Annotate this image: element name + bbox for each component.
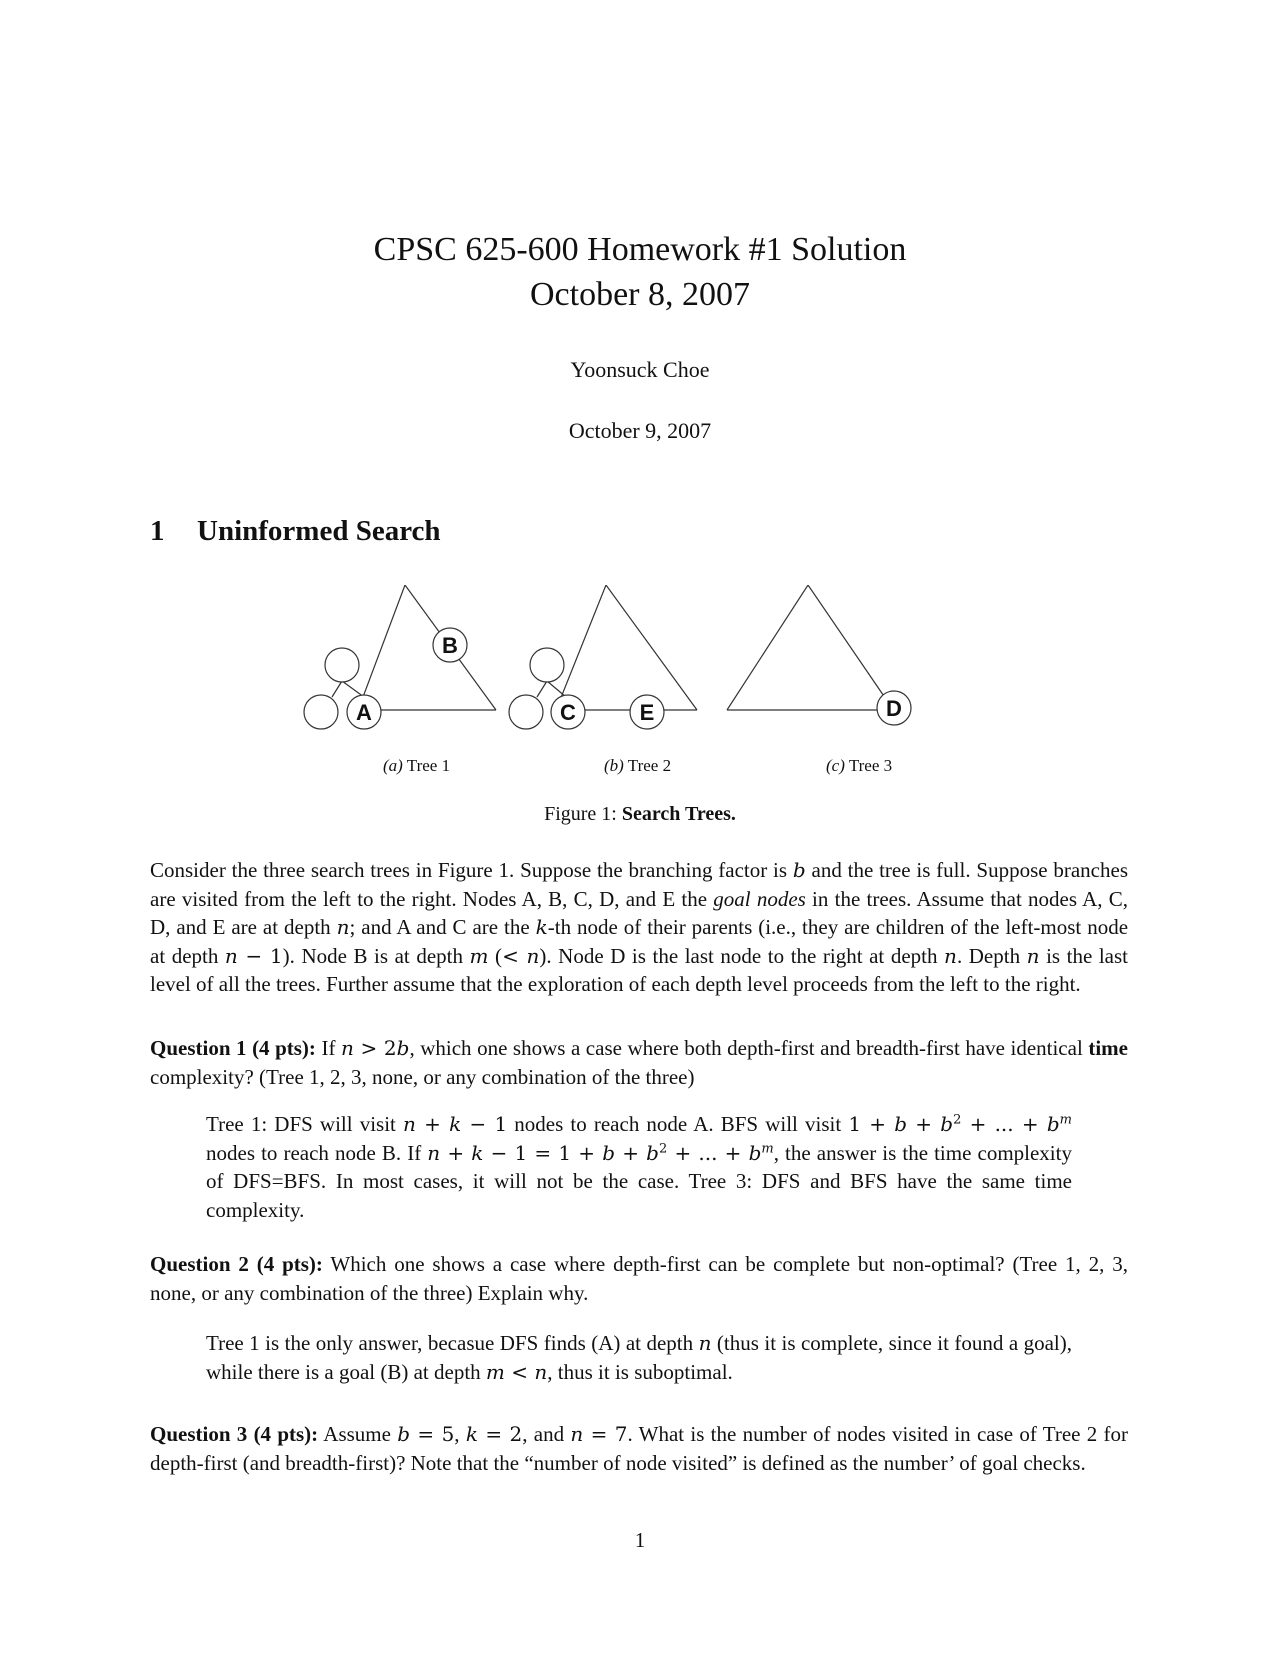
question-label: Question 3 (4 pts): (150, 1422, 319, 1446)
tree2-parent-node (530, 648, 564, 682)
tree2-sibling-node (509, 695, 543, 729)
search-trees-figure (300, 585, 950, 815)
page-number: 1 (634, 1528, 646, 1552)
subcaption-label: Tree 1 (406, 756, 451, 775)
document-title-date: October 8, 2007 (529, 276, 750, 313)
subcaption-a (383, 756, 450, 776)
tree1-outline (360, 585, 496, 710)
node-c-label: C (560, 700, 576, 725)
subcaption-b (604, 756, 671, 776)
question-2: Question 2 (4 pts): Which one shows a case where depth-first can be complete but non-optimal? (Tree 1, 2, 3, none, or any combination of the three) Explain why. (150, 1252, 1128, 1305)
subcaption-tag: (c) (826, 756, 845, 775)
question-label: Question 2 (4 pts): (150, 1252, 323, 1276)
tree2-edge (537, 681, 547, 697)
section-title: Uninformed Search (197, 515, 441, 547)
subcaption-tag: (a) (383, 756, 403, 775)
figure-caption (0, 803, 1280, 826)
node-b-label: B (442, 633, 458, 658)
tree1-edge (342, 681, 364, 697)
goal-nodes-term: goal nodes (713, 886, 806, 911)
subcaption-label: Tree 3 (848, 756, 893, 775)
node-a-label: A (356, 700, 372, 725)
trees-diagram (300, 585, 950, 755)
node-e-label: E (639, 700, 655, 725)
section-heading (150, 515, 441, 548)
tree1-edge (332, 681, 342, 697)
question-3: Question 3 (4 pts): Assume b = 5, k = 2, and n = 7. What is the number of nodes visited in case of Tree 2 for depth-first (and breadth-first)? Note that the “number of node visited” is defined as the number’ of goal checks. (150, 1422, 1128, 1475)
tree1-sibling-node (304, 695, 338, 729)
subcaption-c (826, 756, 892, 776)
intro-paragraph: Consider the three search trees in Figure 1. Suppose the branching factor is b and the tree is full. Suppose branches are visited from the left to the right. Nodes A, B, C, D, and E the goal nodes in the trees. Assume that nodes A, C, D, and E are at depth n; and A and C are the k-th node of their parents (i.e., they are children of the left-most node at depth n − 1). Node B is at depth m (< n). Node D is the last node to the right at depth n. Depth n is the last level of all the trees. Further assume that the exploration of each depth level proceeds from the left to the right. (150, 858, 1129, 996)
caption-prefix: Figure 1: (544, 803, 622, 825)
document-title: CPSC 625-600 Homework #1 Solution (373, 231, 907, 268)
answer-2: Tree 1 is the only answer, becasue DFS finds (A) at depth n (thus it is complete, since it found a goal), while there is a goal (B) at depth m < n, thus it is suboptimal. (206, 1331, 1073, 1384)
subcaption-tag: (b) (604, 756, 624, 775)
author: Yoonsuck Choe (570, 357, 710, 382)
tree1-parent-node (325, 648, 359, 682)
document-date: October 9, 2007 (568, 418, 712, 443)
question-label: Question 1 (4 pts): (150, 1036, 316, 1060)
node-d-label: D (886, 696, 902, 721)
caption-title: Search Trees. (621, 803, 736, 825)
tree3-outline (727, 585, 890, 710)
question-1: Question 1 (4 pts): If n > 2b, which one shows a case where both depth-first and breadth-first have identical time complexity? (Tree 1, 2, 3, none, or any combination of the three) (150, 1036, 1128, 1089)
tree2-edge (547, 681, 566, 697)
answer-1: Tree 1: DFS will visit n + k − 1 nodes to reach node A. BFS will visit $1 + b + b^2$ + ... + $b^m$ nodes to reach node B. If $n + k - 1 = 1 + b + b^2$ + ... + $b^m$, the answer is the time complexity of DFS=BFS. In most cases, it will not be the case. Tree 3: DFS and BFS have the same time complexity. (206, 1112, 1072, 1222)
tree2-outline (558, 585, 697, 710)
section-number: 1 (150, 515, 165, 547)
subcaption-label: Tree 2 (627, 756, 672, 775)
emphasis-time: time (1088, 1036, 1128, 1060)
